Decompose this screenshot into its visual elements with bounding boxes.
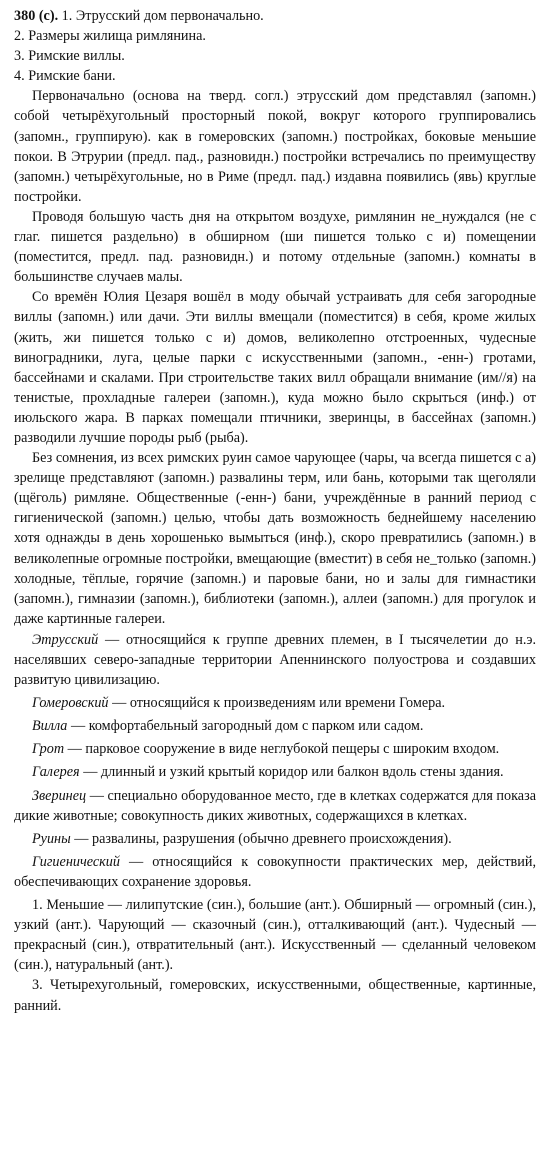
definition-term: Руины <box>32 830 71 847</box>
paragraph: Без сомнения, из всех римских руин самое чарующее (чары, ча всегда пишется с а) зрелище представляют (запомн.) развалины терм, или бань, которыми так щеголяли (щёголь) римляне. Общественные (-енн-) бани, учреждённые в ранний период с гигиенической (запомн.) целью, чтобы дать возможность беднейшему населению хотя однажды в день хорошенько вымыться (инф.), скоро превратились (запомн.) в великолепные огромные постройки, вмещающие (вместит) в себя не_только (запомн.) холодные, тёплые, горячие (запомн.) и паровые бани, но и залы для гимнастики (запомн.), гимназии (запомн.), библиотеки (запомн.), аллеи (запомн.) для прогулок и даже картинные галереи. <box>14 450 536 627</box>
definition <box>14 786 536 826</box>
definition <box>14 829 536 849</box>
definition <box>14 739 536 759</box>
plan-item: 3. Римские виллы. <box>14 48 125 65</box>
answer: 3. Четырехугольный, гомеровских, искусственными, общественные, картинные, ранний. <box>14 977 536 1014</box>
definition <box>14 630 536 690</box>
definition-term: Вилла <box>32 718 68 735</box>
exercise-heading <box>14 6 536 26</box>
definition <box>14 716 536 736</box>
definition-term: Гигиенический <box>32 853 120 870</box>
plan-item-1: 1. Этрусский дом первоначально. <box>61 8 264 24</box>
definition-text: — относящийся к группе древних племен, в I тысячелетии до н.э. населявших северо-западные территории Апеннинского полуострова и создавших развитую цивилизацию. <box>14 631 536 689</box>
definition <box>14 693 536 713</box>
paragraph: Проводя большую часть дня на открытом воздухе, римлянин не_нуждался (не с глаг. пишется раздельно) в обширном (ши пишется только с и) помещении (поместится, предл. пад. разновидн.) и потому отдельные (запомн.) комнаты в большинстве случаев малы. <box>14 208 536 286</box>
definition-term: Зверинец <box>32 787 87 804</box>
definition-term: Этрусский <box>32 631 99 648</box>
definition-text: — относящийся к произведениям или времени Гомера. <box>108 695 446 712</box>
definition <box>14 852 536 892</box>
paragraph: Со времён Юлия Цезаря вошёл в моду обычай устраивать для себя загородные виллы (запомн.) или дачи. Эти виллы вмещали (поместится) в себя, кроме жилых (жить, жи пишется только с и) домов, великолепно отстроенных, чудесные виноградники, луга, целые парки с искусственными (запомн., -енн-) гротами, бассейнами и скалами. При строительстве таких вилл обращали внимание (им//я) на тенистые, прохладные галереи (запомн.), куда можно было скрыться (инф.) от июльского жара. В парках помещали птичники, зверинцы, в бассейнах (запомн.) разводили лучшие породы рыб (рыба). <box>14 289 536 446</box>
definition-text: — относящийся к совокупности практических мер, действий, обеспечивающих сохранение здоровья. <box>14 853 536 890</box>
definition-text: — комфортабельный загородный дом с парком или садом. <box>67 718 424 735</box>
plan-item: 2. Размеры жилища римлянина. <box>14 28 206 45</box>
text-plan <box>14 26 536 86</box>
definition-term: Галерея <box>32 764 80 781</box>
definition-text: — парковое сооружение в виде неглубокой пещеры с широким входом. <box>64 741 500 758</box>
definition-term: Грот <box>32 741 65 758</box>
definitions-list <box>14 630 536 892</box>
paragraph: Первоначально (основа на тверд. согл.) этрусский дом представлял (запомн.) собой четырёхугольный просторный покой, вокруг которого группировались (запомн., группирую). как в гомеровских (запомн.) постройках, боковые меньшие покои. В Этрурии (предл. пад., разновидн.) постройки встречались по преимуществу (запомн.) четырёхугольные, но в Риме (предл. пад.) издавна появились (явь) круглые постройки. <box>14 88 536 205</box>
definition-term: Гомеровский <box>32 695 109 712</box>
definition-text: — длинный и узкий крытый коридор или балкон вдоль стены здания. <box>79 764 504 781</box>
answers-section <box>14 895 536 1016</box>
exercise-number: 380 (с). <box>14 8 59 24</box>
plan-item: 4. Римские бани. <box>14 68 116 85</box>
main-text <box>14 86 536 629</box>
definition-text: — специально оборудованное место, где в клетках содержатся для показа дикие животные; совокупность диких животных, содержащихся в клетках. <box>14 787 536 824</box>
definition <box>14 762 536 782</box>
answer: 1. Меньшие — лилипутские (син.), большие (ант.). Обширный — огромный (син.), узкий (ант.). Чарующий — сказочный (син.), отталкивающий (ант.). Чудесный — прекрасный (син.), отвратительный (ант.). Искусственный — сделанный человеком (син.), натуральный (ант.). <box>14 897 536 974</box>
definition-text: — развалины, разрушения (обычно древнего происхождения). <box>70 830 452 847</box>
